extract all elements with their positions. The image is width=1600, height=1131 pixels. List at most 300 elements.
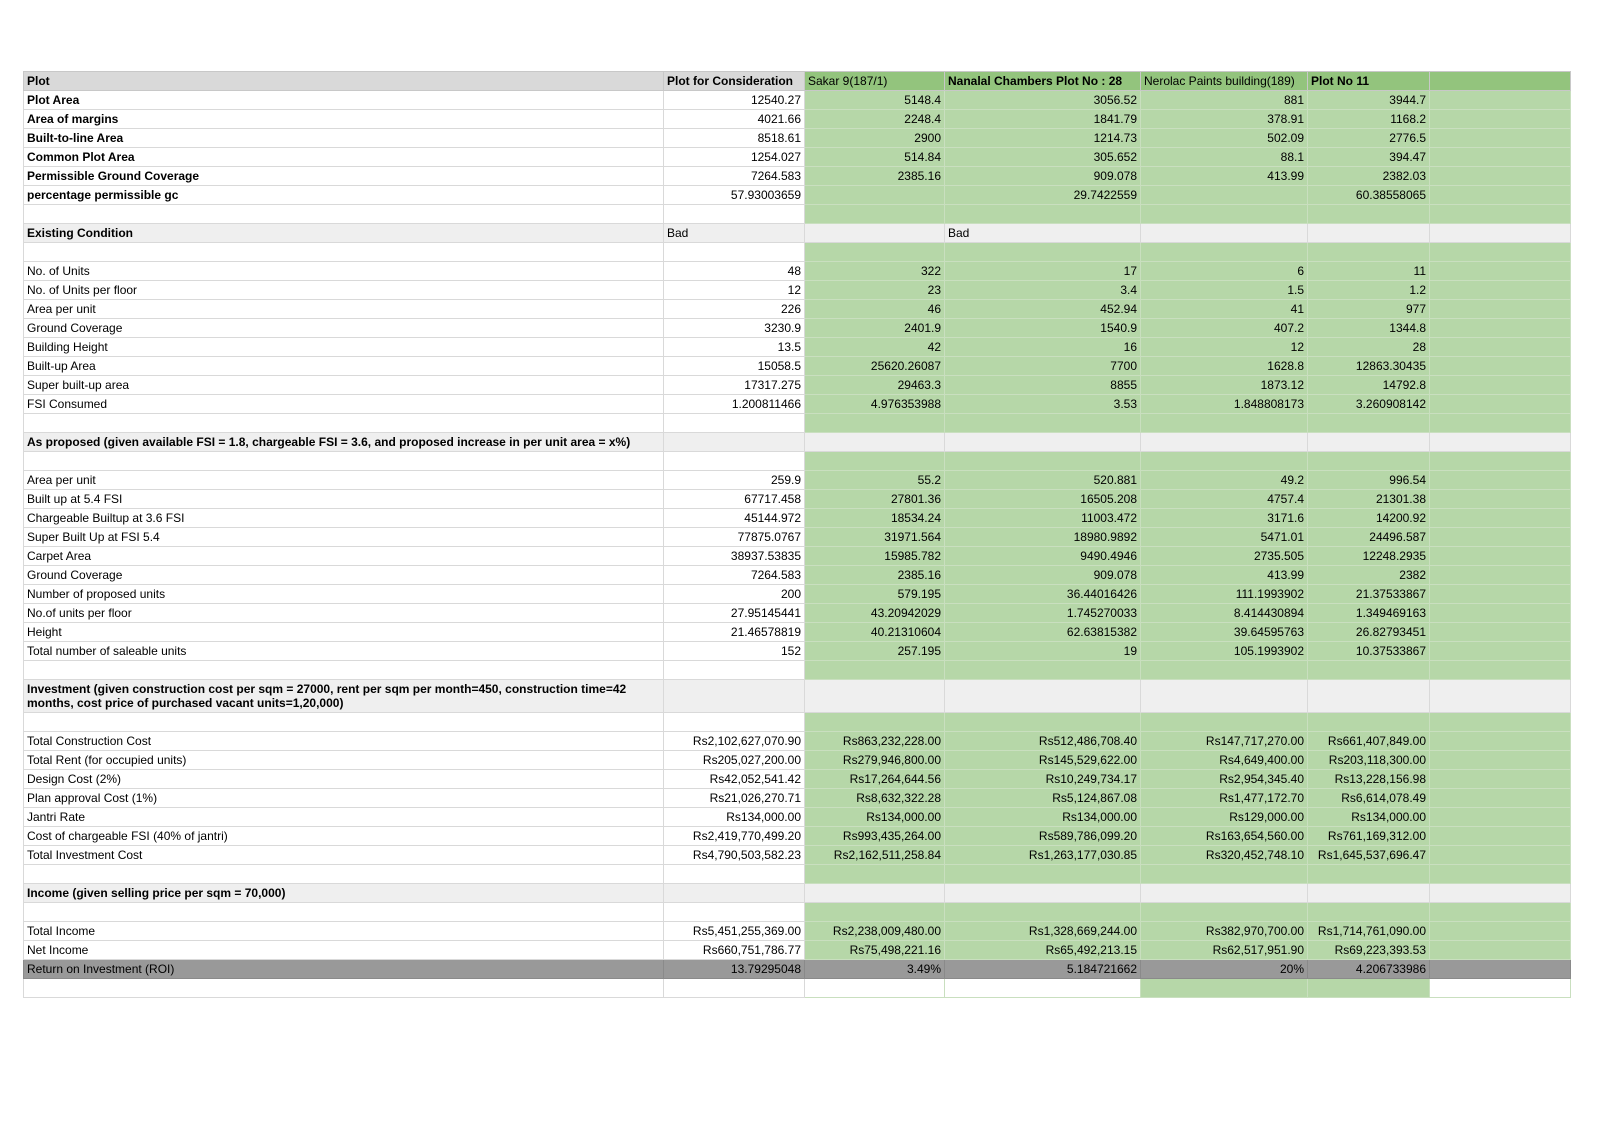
value-cell[interactable]: [1430, 547, 1571, 566]
value-cell[interactable]: [1430, 205, 1571, 224]
value-cell[interactable]: Rs661,407,849.00: [1308, 732, 1430, 751]
value-cell[interactable]: [805, 661, 945, 680]
row-label-cell[interactable]: Plot Area: [24, 91, 664, 110]
value-cell[interactable]: 1254.027: [664, 148, 805, 167]
value-cell[interactable]: Rs1,714,761,090.00: [1308, 922, 1430, 941]
value-cell[interactable]: [1308, 414, 1430, 433]
value-cell[interactable]: [805, 433, 945, 452]
value-cell[interactable]: [945, 713, 1141, 732]
row-label-cell[interactable]: Return on Investment (ROI): [24, 960, 664, 979]
value-cell[interactable]: [1430, 661, 1571, 680]
value-cell[interactable]: 520.881: [945, 471, 1141, 490]
value-cell[interactable]: 13.79295048: [664, 960, 805, 979]
header-cell[interactable]: Plot for Consideration: [664, 72, 805, 91]
value-cell[interactable]: 25620.26087: [805, 357, 945, 376]
value-cell[interactable]: 1344.8: [1308, 319, 1430, 338]
value-cell[interactable]: 2385.16: [805, 167, 945, 186]
value-cell[interactable]: [1430, 808, 1571, 827]
row-label-cell[interactable]: As proposed (given available FSI = 1.8, chargeable FSI = 3.6, and proposed increase in per unit area = x%): [24, 433, 664, 452]
value-cell[interactable]: [664, 884, 805, 903]
value-cell[interactable]: 5.184721662: [945, 960, 1141, 979]
value-cell[interactable]: 77875.0767: [664, 528, 805, 547]
value-cell[interactable]: [1308, 979, 1430, 998]
value-cell[interactable]: [1430, 129, 1571, 148]
value-cell[interactable]: [1430, 732, 1571, 751]
value-cell[interactable]: 40.21310604: [805, 623, 945, 642]
row-label-cell[interactable]: [24, 713, 664, 732]
value-cell[interactable]: 48: [664, 262, 805, 281]
value-cell[interactable]: Rs65,492,213.15: [945, 941, 1141, 960]
value-cell[interactable]: [664, 713, 805, 732]
value-cell[interactable]: [1430, 262, 1571, 281]
value-cell[interactable]: 19: [945, 642, 1141, 661]
value-cell[interactable]: 21301.38: [1308, 490, 1430, 509]
value-cell[interactable]: 1873.12: [1141, 376, 1308, 395]
row-label-cell[interactable]: Built up at 5.4 FSI: [24, 490, 664, 509]
value-cell[interactable]: [1430, 884, 1571, 903]
value-cell[interactable]: 8518.61: [664, 129, 805, 148]
value-cell[interactable]: [1308, 865, 1430, 884]
value-cell[interactable]: 2735.505: [1141, 547, 1308, 566]
value-cell[interactable]: 502.09: [1141, 129, 1308, 148]
value-cell[interactable]: [1430, 979, 1571, 998]
value-cell[interactable]: [1430, 846, 1571, 865]
value-cell[interactable]: [805, 979, 945, 998]
row-label-cell[interactable]: Permissible Ground Coverage: [24, 167, 664, 186]
value-cell[interactable]: 2900: [805, 129, 945, 148]
value-cell[interactable]: [805, 713, 945, 732]
value-cell[interactable]: [1430, 186, 1571, 205]
value-cell[interactable]: 62.63815382: [945, 623, 1141, 642]
value-cell[interactable]: [1141, 414, 1308, 433]
value-cell[interactable]: 881: [1141, 91, 1308, 110]
value-cell[interactable]: Rs279,946,800.00: [805, 751, 945, 770]
value-cell[interactable]: [664, 414, 805, 433]
value-cell[interactable]: Rs75,498,221.16: [805, 941, 945, 960]
value-cell[interactable]: 1.2: [1308, 281, 1430, 300]
value-cell[interactable]: 27801.36: [805, 490, 945, 509]
value-cell[interactable]: 2382.03: [1308, 167, 1430, 186]
value-cell[interactable]: 88.1: [1141, 148, 1308, 167]
header-cell[interactable]: Plot No 11: [1308, 72, 1430, 91]
value-cell[interactable]: [1430, 110, 1571, 129]
row-label-cell[interactable]: Total Construction Cost: [24, 732, 664, 751]
value-cell[interactable]: [1430, 922, 1571, 941]
value-cell[interactable]: 3944.7: [1308, 91, 1430, 110]
value-cell[interactable]: [1430, 243, 1571, 262]
value-cell[interactable]: 1540.9: [945, 319, 1141, 338]
value-cell[interactable]: 257.195: [805, 642, 945, 661]
header-cell[interactable]: Plot: [24, 72, 664, 91]
value-cell[interactable]: [664, 979, 805, 998]
value-cell[interactable]: [1430, 376, 1571, 395]
row-label-cell[interactable]: Building Height: [24, 338, 664, 357]
value-cell[interactable]: [945, 414, 1141, 433]
value-cell[interactable]: [945, 865, 1141, 884]
row-label-cell[interactable]: No.of units per floor: [24, 604, 664, 623]
value-cell[interactable]: 7264.583: [664, 566, 805, 585]
value-cell[interactable]: Rs761,169,312.00: [1308, 827, 1430, 846]
value-cell[interactable]: [945, 884, 1141, 903]
value-cell[interactable]: 8.414430894: [1141, 604, 1308, 623]
value-cell[interactable]: 2385.16: [805, 566, 945, 585]
value-cell[interactable]: 1214.73: [945, 129, 1141, 148]
value-cell[interactable]: 3.49%: [805, 960, 945, 979]
value-cell[interactable]: [945, 680, 1141, 713]
value-cell[interactable]: [1141, 680, 1308, 713]
value-cell[interactable]: [945, 979, 1141, 998]
value-cell[interactable]: [945, 452, 1141, 471]
value-cell[interactable]: 2776.5: [1308, 129, 1430, 148]
value-cell[interactable]: Rs134,000.00: [805, 808, 945, 827]
value-cell[interactable]: 111.1993902: [1141, 585, 1308, 604]
value-cell[interactable]: [1430, 414, 1571, 433]
value-cell[interactable]: [1141, 713, 1308, 732]
value-cell[interactable]: 152: [664, 642, 805, 661]
value-cell[interactable]: [945, 903, 1141, 922]
value-cell[interactable]: 407.2: [1141, 319, 1308, 338]
value-cell[interactable]: 3056.52: [945, 91, 1141, 110]
value-cell[interactable]: [1141, 186, 1308, 205]
value-cell[interactable]: [1430, 167, 1571, 186]
value-cell[interactable]: 105.1993902: [1141, 642, 1308, 661]
value-cell[interactable]: [805, 414, 945, 433]
value-cell[interactable]: 909.078: [945, 167, 1141, 186]
value-cell[interactable]: 378.91: [1141, 110, 1308, 129]
row-label-cell[interactable]: Built-up Area: [24, 357, 664, 376]
value-cell[interactable]: 43.20942029: [805, 604, 945, 623]
value-cell[interactable]: 200: [664, 585, 805, 604]
row-label-cell[interactable]: [24, 979, 664, 998]
value-cell[interactable]: 1168.2: [1308, 110, 1430, 129]
value-cell[interactable]: Rs147,717,270.00: [1141, 732, 1308, 751]
value-cell[interactable]: [1430, 148, 1571, 167]
value-cell[interactable]: Rs382,970,700.00: [1141, 922, 1308, 941]
value-cell[interactable]: 41: [1141, 300, 1308, 319]
header-cell[interactable]: Nanalal Chambers Plot No : 28: [945, 72, 1141, 91]
value-cell[interactable]: 12540.27: [664, 91, 805, 110]
value-cell[interactable]: 60.38558065: [1308, 186, 1430, 205]
value-cell[interactable]: 8855: [945, 376, 1141, 395]
value-cell[interactable]: 12: [1141, 338, 1308, 357]
row-label-cell[interactable]: [24, 661, 664, 680]
value-cell[interactable]: [664, 680, 805, 713]
value-cell[interactable]: [1430, 680, 1571, 713]
value-cell[interactable]: Rs1,328,669,244.00: [945, 922, 1141, 941]
value-cell[interactable]: [1430, 452, 1571, 471]
row-label-cell[interactable]: Ground Coverage: [24, 319, 664, 338]
row-label-cell[interactable]: Ground Coverage: [24, 566, 664, 585]
value-cell[interactable]: [1430, 827, 1571, 846]
value-cell[interactable]: Rs205,027,200.00: [664, 751, 805, 770]
value-cell[interactable]: [664, 243, 805, 262]
value-cell[interactable]: Rs2,162,511,258.84: [805, 846, 945, 865]
value-cell[interactable]: Rs163,654,560.00: [1141, 827, 1308, 846]
header-cell[interactable]: Sakar 9(187/1): [805, 72, 945, 91]
value-cell[interactable]: 3.4: [945, 281, 1141, 300]
value-cell[interactable]: 5471.01: [1141, 528, 1308, 547]
value-cell[interactable]: 20%: [1141, 960, 1308, 979]
value-cell[interactable]: Rs1,477,172.70: [1141, 789, 1308, 808]
value-cell[interactable]: 38937.53835: [664, 547, 805, 566]
value-cell[interactable]: [1141, 884, 1308, 903]
value-cell[interactable]: Rs993,435,264.00: [805, 827, 945, 846]
value-cell[interactable]: 322: [805, 262, 945, 281]
row-label-cell[interactable]: Total number of saleable units: [24, 642, 664, 661]
value-cell[interactable]: 1.5: [1141, 281, 1308, 300]
value-cell[interactable]: Rs13,228,156.98: [1308, 770, 1430, 789]
value-cell[interactable]: 16: [945, 338, 1141, 357]
row-label-cell[interactable]: No. of Units per floor: [24, 281, 664, 300]
value-cell[interactable]: [1308, 205, 1430, 224]
value-cell[interactable]: [805, 205, 945, 224]
row-label-cell[interactable]: Design Cost (2%): [24, 770, 664, 789]
row-label-cell[interactable]: Super Built Up at FSI 5.4: [24, 528, 664, 547]
value-cell[interactable]: [1141, 224, 1308, 243]
value-cell[interactable]: [1141, 205, 1308, 224]
value-cell[interactable]: Rs17,264,644.56: [805, 770, 945, 789]
value-cell[interactable]: 18980.9892: [945, 528, 1141, 547]
value-cell[interactable]: Rs8,632,322.28: [805, 789, 945, 808]
value-cell[interactable]: [664, 865, 805, 884]
value-cell[interactable]: Bad: [945, 224, 1141, 243]
value-cell[interactable]: [1308, 243, 1430, 262]
value-cell[interactable]: 6: [1141, 262, 1308, 281]
value-cell[interactable]: Rs2,419,770,499.20: [664, 827, 805, 846]
value-cell[interactable]: 4.976353988: [805, 395, 945, 414]
value-cell[interactable]: [1308, 680, 1430, 713]
value-cell[interactable]: Rs863,232,228.00: [805, 732, 945, 751]
value-cell[interactable]: [1308, 884, 1430, 903]
value-cell[interactable]: 18534.24: [805, 509, 945, 528]
row-label-cell[interactable]: [24, 903, 664, 922]
value-cell[interactable]: [1308, 452, 1430, 471]
value-cell[interactable]: 14792.8: [1308, 376, 1430, 395]
row-label-cell[interactable]: Area per unit: [24, 300, 664, 319]
row-label-cell[interactable]: percentage permissible gc: [24, 186, 664, 205]
value-cell[interactable]: 413.99: [1141, 167, 1308, 186]
value-cell[interactable]: 977: [1308, 300, 1430, 319]
value-cell[interactable]: [805, 884, 945, 903]
value-cell[interactable]: 2401.9: [805, 319, 945, 338]
value-cell[interactable]: 14200.92: [1308, 509, 1430, 528]
value-cell[interactable]: Rs203,118,300.00: [1308, 751, 1430, 770]
row-label-cell[interactable]: [24, 243, 664, 262]
row-label-cell[interactable]: [24, 205, 664, 224]
value-cell[interactable]: [805, 680, 945, 713]
value-cell[interactable]: Rs4,649,400.00: [1141, 751, 1308, 770]
value-cell[interactable]: Rs129,000.00: [1141, 808, 1308, 827]
value-cell[interactable]: 579.195: [805, 585, 945, 604]
value-cell[interactable]: 452.94: [945, 300, 1141, 319]
value-cell[interactable]: [805, 903, 945, 922]
row-label-cell[interactable]: Total Rent (for occupied units): [24, 751, 664, 770]
value-cell[interactable]: 4021.66: [664, 110, 805, 129]
value-cell[interactable]: 31971.564: [805, 528, 945, 547]
value-cell[interactable]: 15985.782: [805, 547, 945, 566]
value-cell[interactable]: 7264.583: [664, 167, 805, 186]
value-cell[interactable]: 12: [664, 281, 805, 300]
row-label-cell[interactable]: Investment (given construction cost per sqm = 27000, rent per sqm per month=450, construction time=42 months, cost price of purchased vacant units=1,20,000): [24, 680, 664, 713]
value-cell[interactable]: [1141, 452, 1308, 471]
value-cell[interactable]: [1430, 751, 1571, 770]
value-cell[interactable]: Rs134,000.00: [1308, 808, 1430, 827]
value-cell[interactable]: 9490.4946: [945, 547, 1141, 566]
row-label-cell[interactable]: Super built-up area: [24, 376, 664, 395]
value-cell[interactable]: 42: [805, 338, 945, 357]
value-cell[interactable]: [1141, 979, 1308, 998]
value-cell[interactable]: [945, 433, 1141, 452]
value-cell[interactable]: 514.84: [805, 148, 945, 167]
value-cell[interactable]: [805, 865, 945, 884]
value-cell[interactable]: Rs1,645,537,696.47: [1308, 846, 1430, 865]
value-cell[interactable]: [805, 243, 945, 262]
value-cell[interactable]: 3171.6: [1141, 509, 1308, 528]
row-label-cell[interactable]: [24, 414, 664, 433]
value-cell[interactable]: Rs145,529,622.00: [945, 751, 1141, 770]
value-cell[interactable]: Rs134,000.00: [664, 808, 805, 827]
header-cell[interactable]: [1430, 72, 1571, 91]
value-cell[interactable]: Rs512,486,708.40: [945, 732, 1141, 751]
value-cell[interactable]: 305.652: [945, 148, 1141, 167]
value-cell[interactable]: [1141, 903, 1308, 922]
value-cell[interactable]: 17: [945, 262, 1141, 281]
value-cell[interactable]: 13.5: [664, 338, 805, 357]
value-cell[interactable]: 3230.9: [664, 319, 805, 338]
value-cell[interactable]: 7700: [945, 357, 1141, 376]
value-cell[interactable]: 10.37533867: [1308, 642, 1430, 661]
value-cell[interactable]: 28: [1308, 338, 1430, 357]
row-label-cell[interactable]: Height: [24, 623, 664, 642]
value-cell[interactable]: 909.078: [945, 566, 1141, 585]
value-cell[interactable]: [1430, 960, 1571, 979]
value-cell[interactable]: [1430, 338, 1571, 357]
row-label-cell[interactable]: Built-to-line Area: [24, 129, 664, 148]
row-label-cell[interactable]: Jantri Rate: [24, 808, 664, 827]
value-cell[interactable]: 39.64595763: [1141, 623, 1308, 642]
value-cell[interactable]: 15058.5: [664, 357, 805, 376]
value-cell[interactable]: [1430, 604, 1571, 623]
value-cell[interactable]: Rs660,751,786.77: [664, 941, 805, 960]
value-cell[interactable]: 1.349469163: [1308, 604, 1430, 623]
value-cell[interactable]: [1430, 528, 1571, 547]
value-cell[interactable]: [1430, 566, 1571, 585]
value-cell[interactable]: [664, 452, 805, 471]
value-cell[interactable]: 5148.4: [805, 91, 945, 110]
value-cell[interactable]: [1308, 224, 1430, 243]
value-cell[interactable]: 27.95145441: [664, 604, 805, 623]
value-cell[interactable]: 996.54: [1308, 471, 1430, 490]
row-label-cell[interactable]: Area per unit: [24, 471, 664, 490]
value-cell[interactable]: 57.93003659: [664, 186, 805, 205]
value-cell[interactable]: [805, 186, 945, 205]
value-cell[interactable]: [1430, 224, 1571, 243]
value-cell[interactable]: 67717.458: [664, 490, 805, 509]
value-cell[interactable]: Rs589,786,099.20: [945, 827, 1141, 846]
value-cell[interactable]: 2248.4: [805, 110, 945, 129]
value-cell[interactable]: [1308, 661, 1430, 680]
value-cell[interactable]: [1308, 713, 1430, 732]
value-cell[interactable]: 23: [805, 281, 945, 300]
value-cell[interactable]: [1308, 903, 1430, 922]
value-cell[interactable]: 45144.972: [664, 509, 805, 528]
value-cell[interactable]: [945, 661, 1141, 680]
value-cell[interactable]: [1308, 433, 1430, 452]
value-cell[interactable]: 29.7422559: [945, 186, 1141, 205]
row-label-cell[interactable]: Plan approval Cost (1%): [24, 789, 664, 808]
value-cell[interactable]: 12248.2935: [1308, 547, 1430, 566]
value-cell[interactable]: [1430, 490, 1571, 509]
value-cell[interactable]: 1.848808173: [1141, 395, 1308, 414]
row-label-cell[interactable]: Area of margins: [24, 110, 664, 129]
value-cell[interactable]: 24496.587: [1308, 528, 1430, 547]
value-cell[interactable]: Rs2,238,009,480.00: [805, 922, 945, 941]
value-cell[interactable]: Rs134,000.00: [945, 808, 1141, 827]
row-label-cell[interactable]: Income (given selling price per sqm = 70,000): [24, 884, 664, 903]
value-cell[interactable]: Rs5,124,867.08: [945, 789, 1141, 808]
value-cell[interactable]: [1430, 585, 1571, 604]
value-cell[interactable]: 46: [805, 300, 945, 319]
row-label-cell[interactable]: Chargeable Builtup at 3.6 FSI: [24, 509, 664, 528]
value-cell[interactable]: [1430, 471, 1571, 490]
value-cell[interactable]: Bad: [664, 224, 805, 243]
value-cell[interactable]: [945, 243, 1141, 262]
value-cell[interactable]: 26.82793451: [1308, 623, 1430, 642]
value-cell[interactable]: [1430, 509, 1571, 528]
value-cell[interactable]: Rs2,954,345.40: [1141, 770, 1308, 789]
value-cell[interactable]: 1.745270033: [945, 604, 1141, 623]
value-cell[interactable]: [1430, 865, 1571, 884]
row-label-cell[interactable]: Existing Condition: [24, 224, 664, 243]
value-cell[interactable]: [1430, 300, 1571, 319]
value-cell[interactable]: 226: [664, 300, 805, 319]
row-label-cell[interactable]: No. of Units: [24, 262, 664, 281]
value-cell[interactable]: [664, 903, 805, 922]
value-cell[interactable]: Rs4,790,503,582.23: [664, 846, 805, 865]
value-cell[interactable]: [1430, 623, 1571, 642]
value-cell[interactable]: 36.44016426: [945, 585, 1141, 604]
row-label-cell[interactable]: Total Investment Cost: [24, 846, 664, 865]
value-cell[interactable]: 3.260908142: [1308, 395, 1430, 414]
value-cell[interactable]: 29463.3: [805, 376, 945, 395]
value-cell[interactable]: [1430, 395, 1571, 414]
value-cell[interactable]: [805, 224, 945, 243]
value-cell[interactable]: Rs2,102,627,070.90: [664, 732, 805, 751]
value-cell[interactable]: [1430, 319, 1571, 338]
value-cell[interactable]: 413.99: [1141, 566, 1308, 585]
value-cell[interactable]: 1841.79: [945, 110, 1141, 129]
value-cell[interactable]: 55.2: [805, 471, 945, 490]
row-label-cell[interactable]: Number of proposed units: [24, 585, 664, 604]
value-cell[interactable]: 4.206733986: [1308, 960, 1430, 979]
value-cell[interactable]: Rs42,052,541.42: [664, 770, 805, 789]
value-cell[interactable]: Rs1,263,177,030.85: [945, 846, 1141, 865]
header-cell[interactable]: Nerolac Paints building(189): [1141, 72, 1308, 91]
value-cell[interactable]: 1.200811466: [664, 395, 805, 414]
value-cell[interactable]: 3.53: [945, 395, 1141, 414]
value-cell[interactable]: [1430, 713, 1571, 732]
value-cell[interactable]: Rs62,517,951.90: [1141, 941, 1308, 960]
value-cell[interactable]: [1430, 281, 1571, 300]
value-cell[interactable]: [1430, 789, 1571, 808]
row-label-cell[interactable]: Net Income: [24, 941, 664, 960]
value-cell[interactable]: Rs10,249,734.17: [945, 770, 1141, 789]
value-cell[interactable]: [1430, 357, 1571, 376]
value-cell[interactable]: 17317.275: [664, 376, 805, 395]
value-cell[interactable]: Rs5,451,255,369.00: [664, 922, 805, 941]
row-label-cell[interactable]: Carpet Area: [24, 547, 664, 566]
value-cell[interactable]: [1430, 433, 1571, 452]
